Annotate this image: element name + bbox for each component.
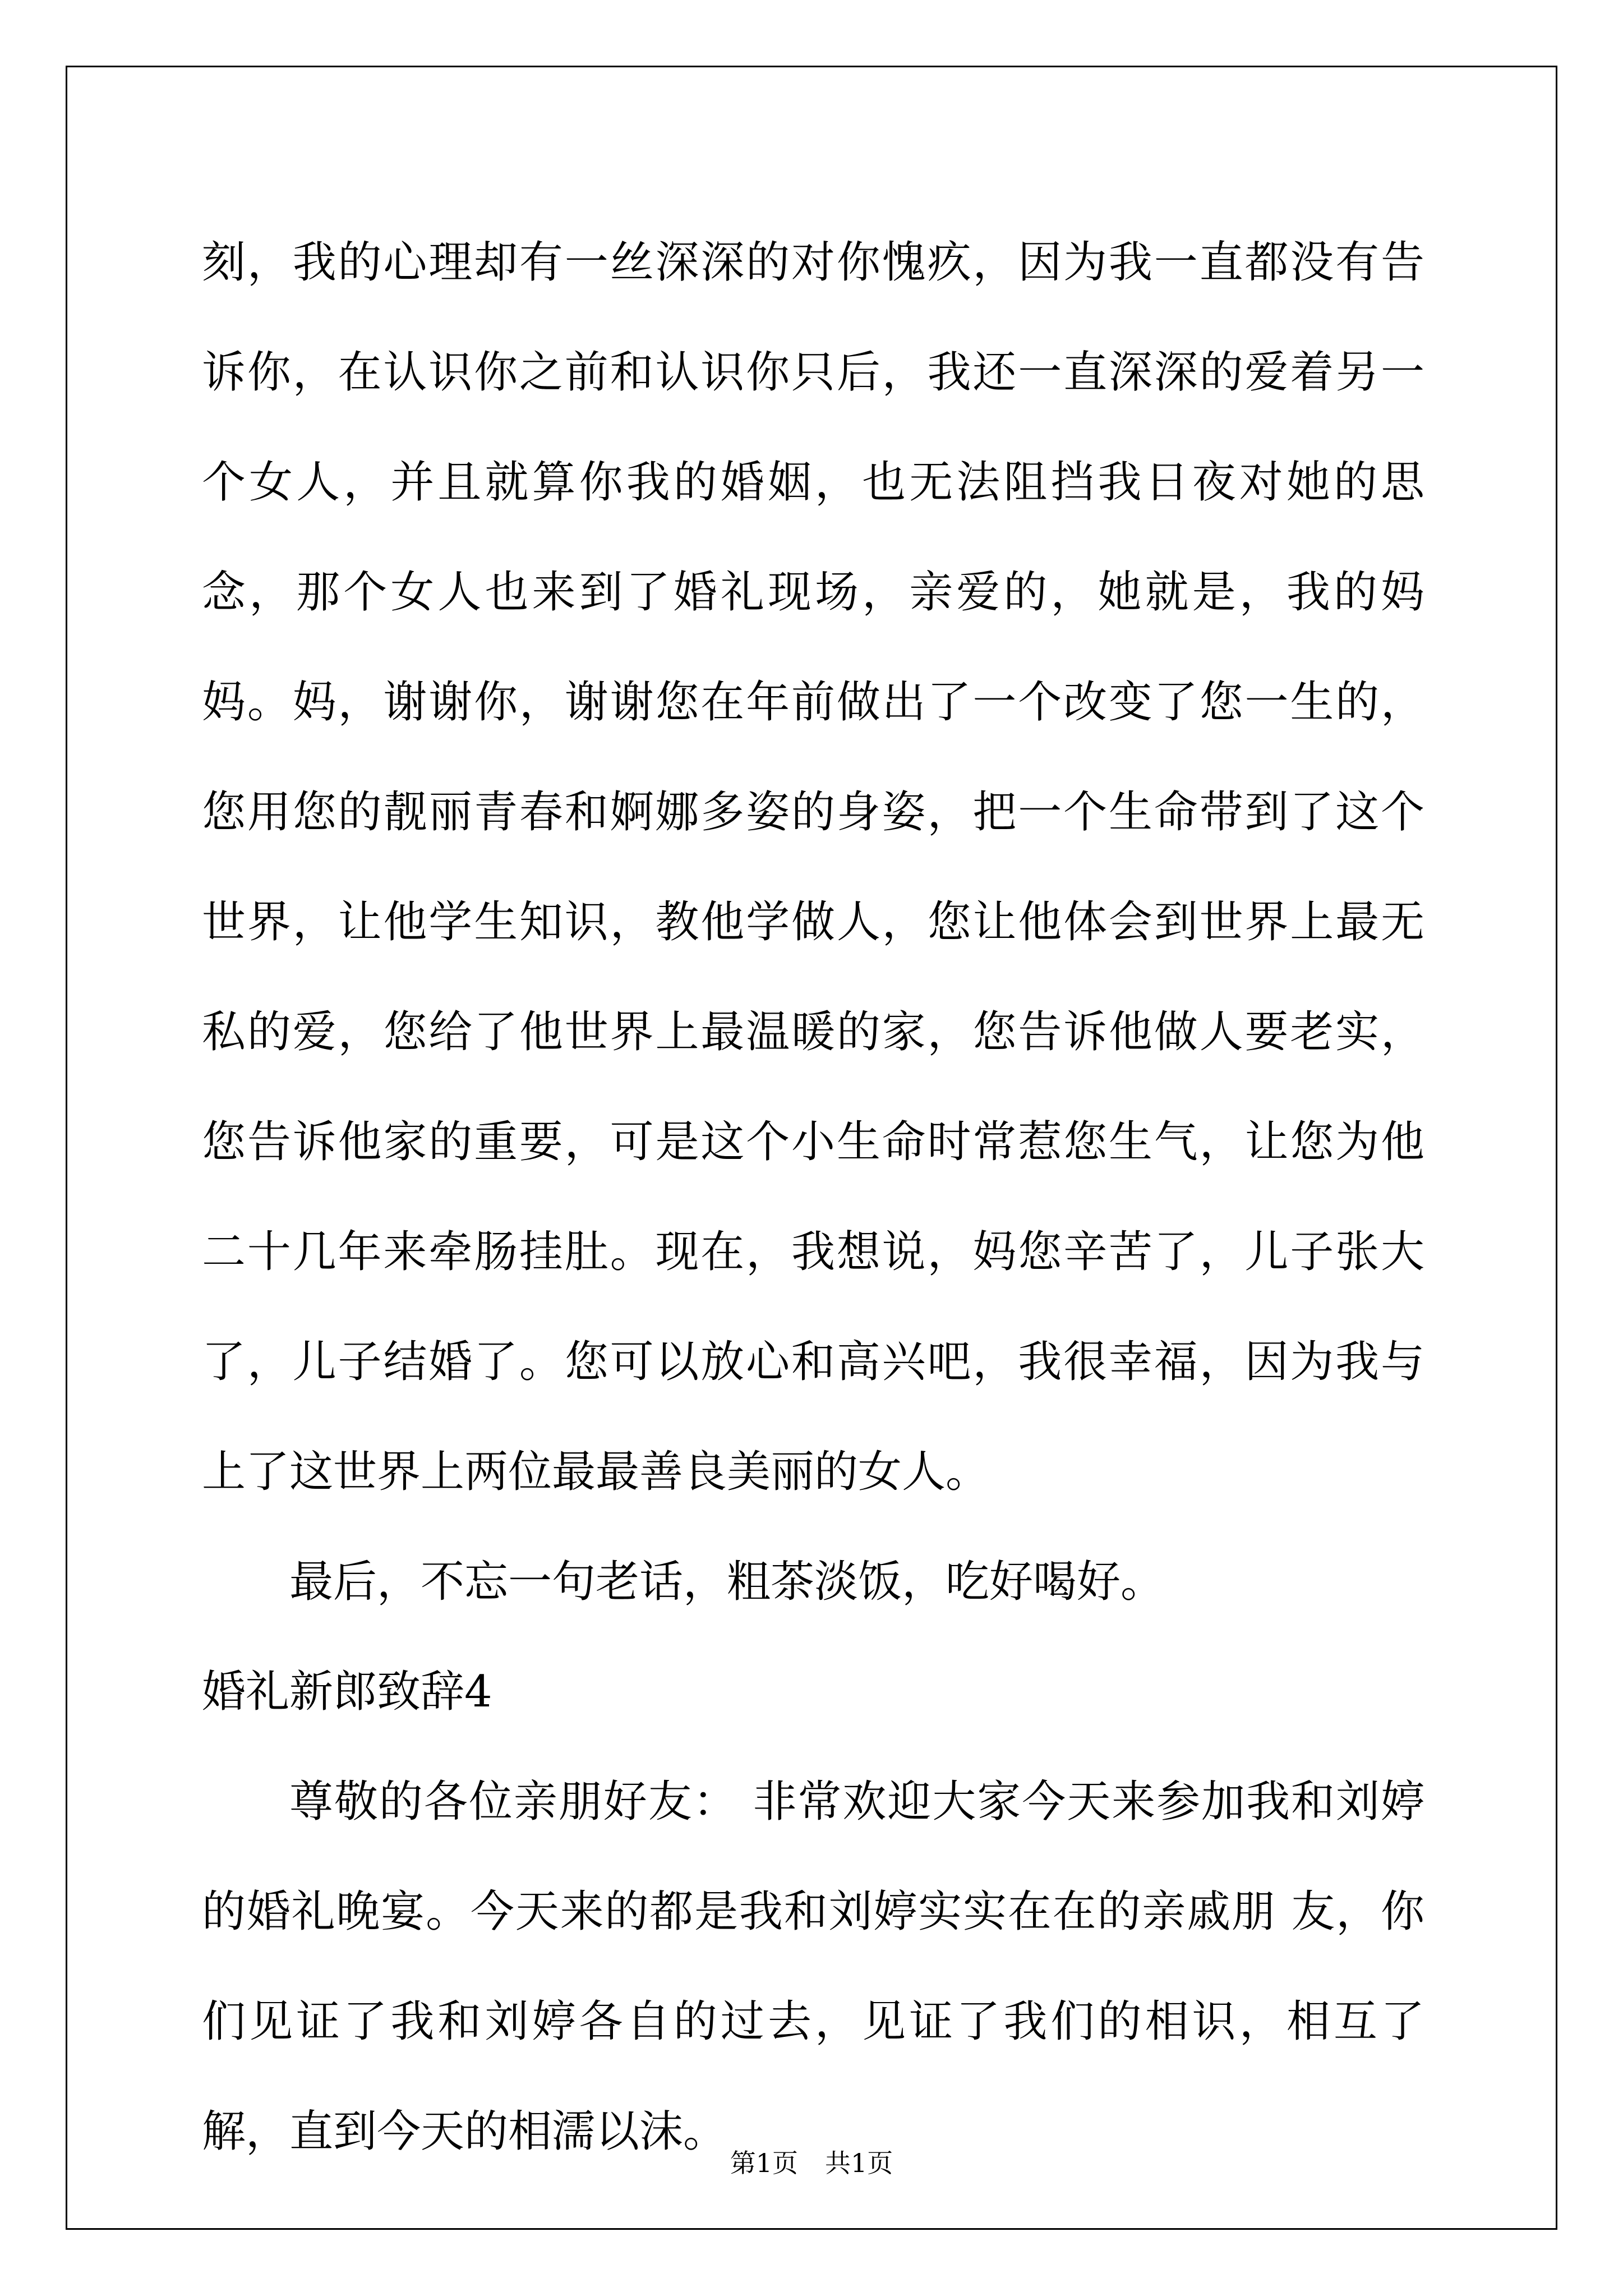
section-heading: 婚礼新郎致辞4 (202, 1667, 492, 1717)
page-footer (0, 2143, 1623, 2180)
speech-paragraph: 尊敬的各位亲朋好友： 非常欢迎大家今天来参加我和刘婷的婚礼晚宴。今天来的都是我和刘婷实实在在的亲戚朋 友，你们见证了我和刘婷各自的过去，见证了我们的相识，相互了解，直到今天的相濡以沫。 (202, 1777, 1424, 2157)
document-body (202, 208, 1424, 2187)
page-total: 共1页 (825, 2148, 893, 2178)
closing-paragraph: 最后，不忘一句老话，粗茶淡饭，吃好喝好。 (289, 1557, 1165, 1607)
page-number: 第1页 (730, 2148, 798, 2178)
body-paragraph: 刻，我的心理却有一丝深深的对你愧疚，因为我一直都没有告诉你，在认识你之前和认识你只后，我还一直深深的爱着另一个女人，并且就算你我的婚姻，也无法阻挡我日夜对她的思念，那个女人也来到了婚礼现场，亲爱的，她就是，我的妈妈。妈，谢谢你，谢谢您在年前做出了一个改变了您一生的，您用您的靓丽青春和婀娜多姿的身姿，把一个生命带到了这个世界，让他学生知识，教他学做人，您让他体会到世界上最无私的爱，您给了他世界上最温暖的家，您告诉他做人要老实，您告诉他家的重要，可是这个小生命时常惹您生气，让您为他二十几年来牵肠挂肚。现在，我想说，妈您辛苦了，儿子张大了，儿子结婚了。您可以放心和高兴吧，我很幸福，因为我与上了这世界上两位最最善良美丽的女人。 (202, 237, 1424, 1497)
